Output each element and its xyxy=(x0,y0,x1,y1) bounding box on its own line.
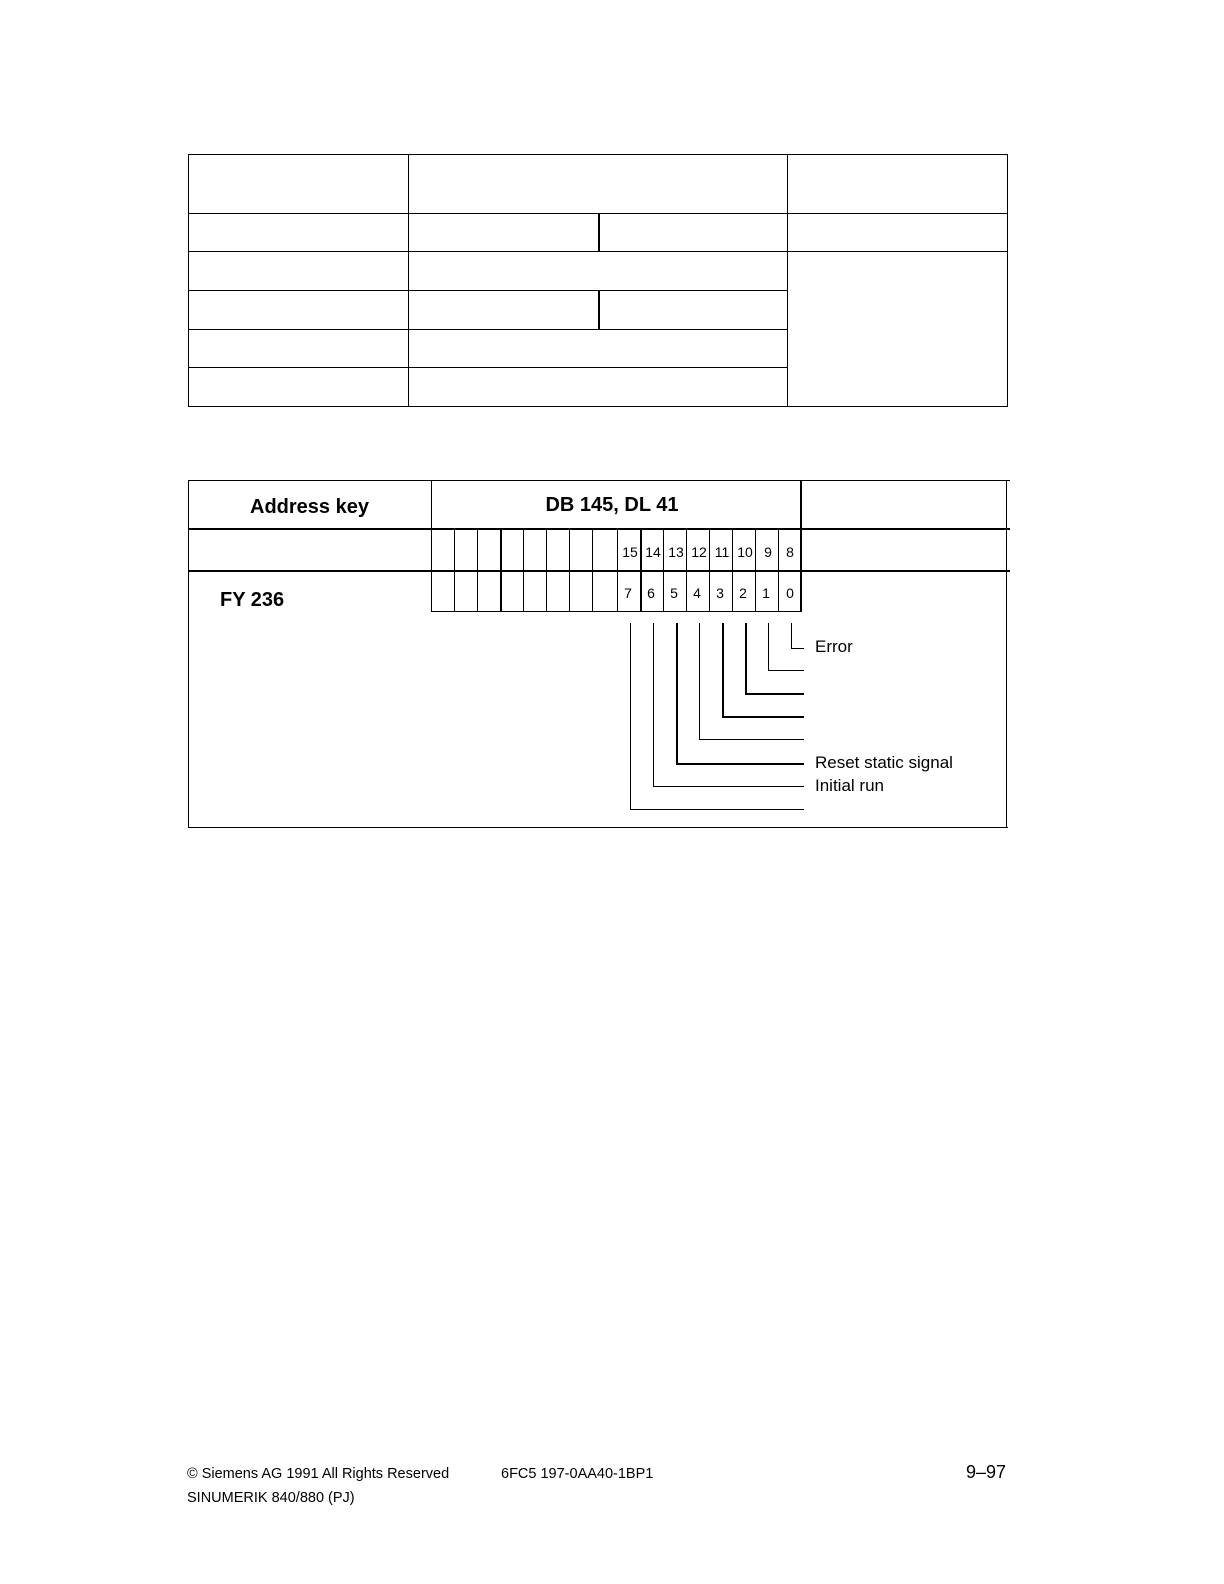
bit-6-leader-horizontal xyxy=(653,786,804,787)
bit-label-14: 14 xyxy=(645,544,661,560)
copyright-text: © Siemens AG 1991 All Rights Reserved xyxy=(187,1466,450,1482)
bit-cell-divider xyxy=(592,530,593,612)
bit-6-description: Initial run xyxy=(815,776,884,795)
bit-3-leader-vertical xyxy=(722,623,724,716)
address-value: FY 236 xyxy=(220,589,285,611)
bit-cell-divider xyxy=(477,530,478,612)
upper-frame-line xyxy=(188,154,1008,155)
bit-label-8: 8 xyxy=(786,544,794,560)
bit-4-leader-vertical xyxy=(699,623,700,739)
table-line xyxy=(431,611,801,612)
bit-0-leader-vertical xyxy=(791,623,792,648)
bit-label-2: 2 xyxy=(739,585,747,601)
bit-6-leader-vertical xyxy=(653,623,654,786)
bit-cell-divider xyxy=(523,530,524,612)
upper-frame-line xyxy=(787,154,788,407)
upper-frame-line xyxy=(188,154,189,407)
bit-5-leader-vertical xyxy=(676,623,678,763)
upper-frame-line xyxy=(188,406,1008,407)
bit-label-10: 10 xyxy=(737,544,753,560)
bit-label-13: 13 xyxy=(668,544,684,560)
bit-label-5: 5 xyxy=(670,585,678,601)
bit-3-leader-horizontal xyxy=(722,716,804,718)
bit-label-9: 9 xyxy=(764,544,772,560)
product-name: SINUMERIK 840/880 (PJ) xyxy=(187,1490,355,1506)
bit-2-leader-vertical xyxy=(745,623,747,693)
table-line xyxy=(188,827,1008,828)
bit-label-12: 12 xyxy=(691,544,707,560)
bit-cell-divider xyxy=(454,530,455,612)
bit-label-4: 4 xyxy=(693,585,701,601)
table-line xyxy=(188,480,189,828)
table-line xyxy=(188,570,1010,572)
bit-label-0: 0 xyxy=(786,585,794,601)
bit-label-11: 11 xyxy=(714,544,730,560)
bit-label-15: 15 xyxy=(622,544,638,560)
upper-frame-line xyxy=(1007,154,1008,407)
upper-frame-line xyxy=(598,290,600,329)
upper-frame-line xyxy=(188,290,788,291)
address-key-header: Address key xyxy=(250,496,369,518)
bit-label-3: 3 xyxy=(716,585,724,601)
bit-label-7: 7 xyxy=(624,585,632,601)
bit-label-6: 6 xyxy=(647,585,655,601)
db-header: DB 145, DL 41 xyxy=(545,494,679,516)
bit-5-leader-horizontal xyxy=(676,763,804,765)
table-line xyxy=(188,528,1010,530)
bit-0-description: Error xyxy=(815,637,853,656)
upper-frame-line xyxy=(408,154,409,407)
bit-cell-divider xyxy=(500,530,502,612)
upper-frame-line xyxy=(188,367,788,368)
order-number: 6FC5 197-0AA40-1BP1 xyxy=(501,1466,654,1482)
bit-1-leader-horizontal xyxy=(768,670,804,671)
bit-4-leader-horizontal xyxy=(699,739,804,740)
bit-7-leader-horizontal xyxy=(630,809,804,810)
bit-0-leader-horizontal xyxy=(791,648,804,649)
bit-label-1: 1 xyxy=(762,585,770,601)
table-line xyxy=(1006,480,1007,828)
bit-7-leader-vertical xyxy=(630,623,631,809)
bit-5-description: Reset static signal xyxy=(815,753,953,772)
bit-cell-divider xyxy=(569,530,570,612)
bit-cell-divider xyxy=(546,530,547,612)
bit-1-leader-vertical xyxy=(768,623,769,670)
page-number: 9–97 xyxy=(966,1462,1007,1482)
upper-frame-line xyxy=(598,213,600,252)
upper-frame-line xyxy=(188,329,788,330)
bit-2-leader-horizontal xyxy=(745,693,804,695)
table-line xyxy=(188,480,1010,481)
